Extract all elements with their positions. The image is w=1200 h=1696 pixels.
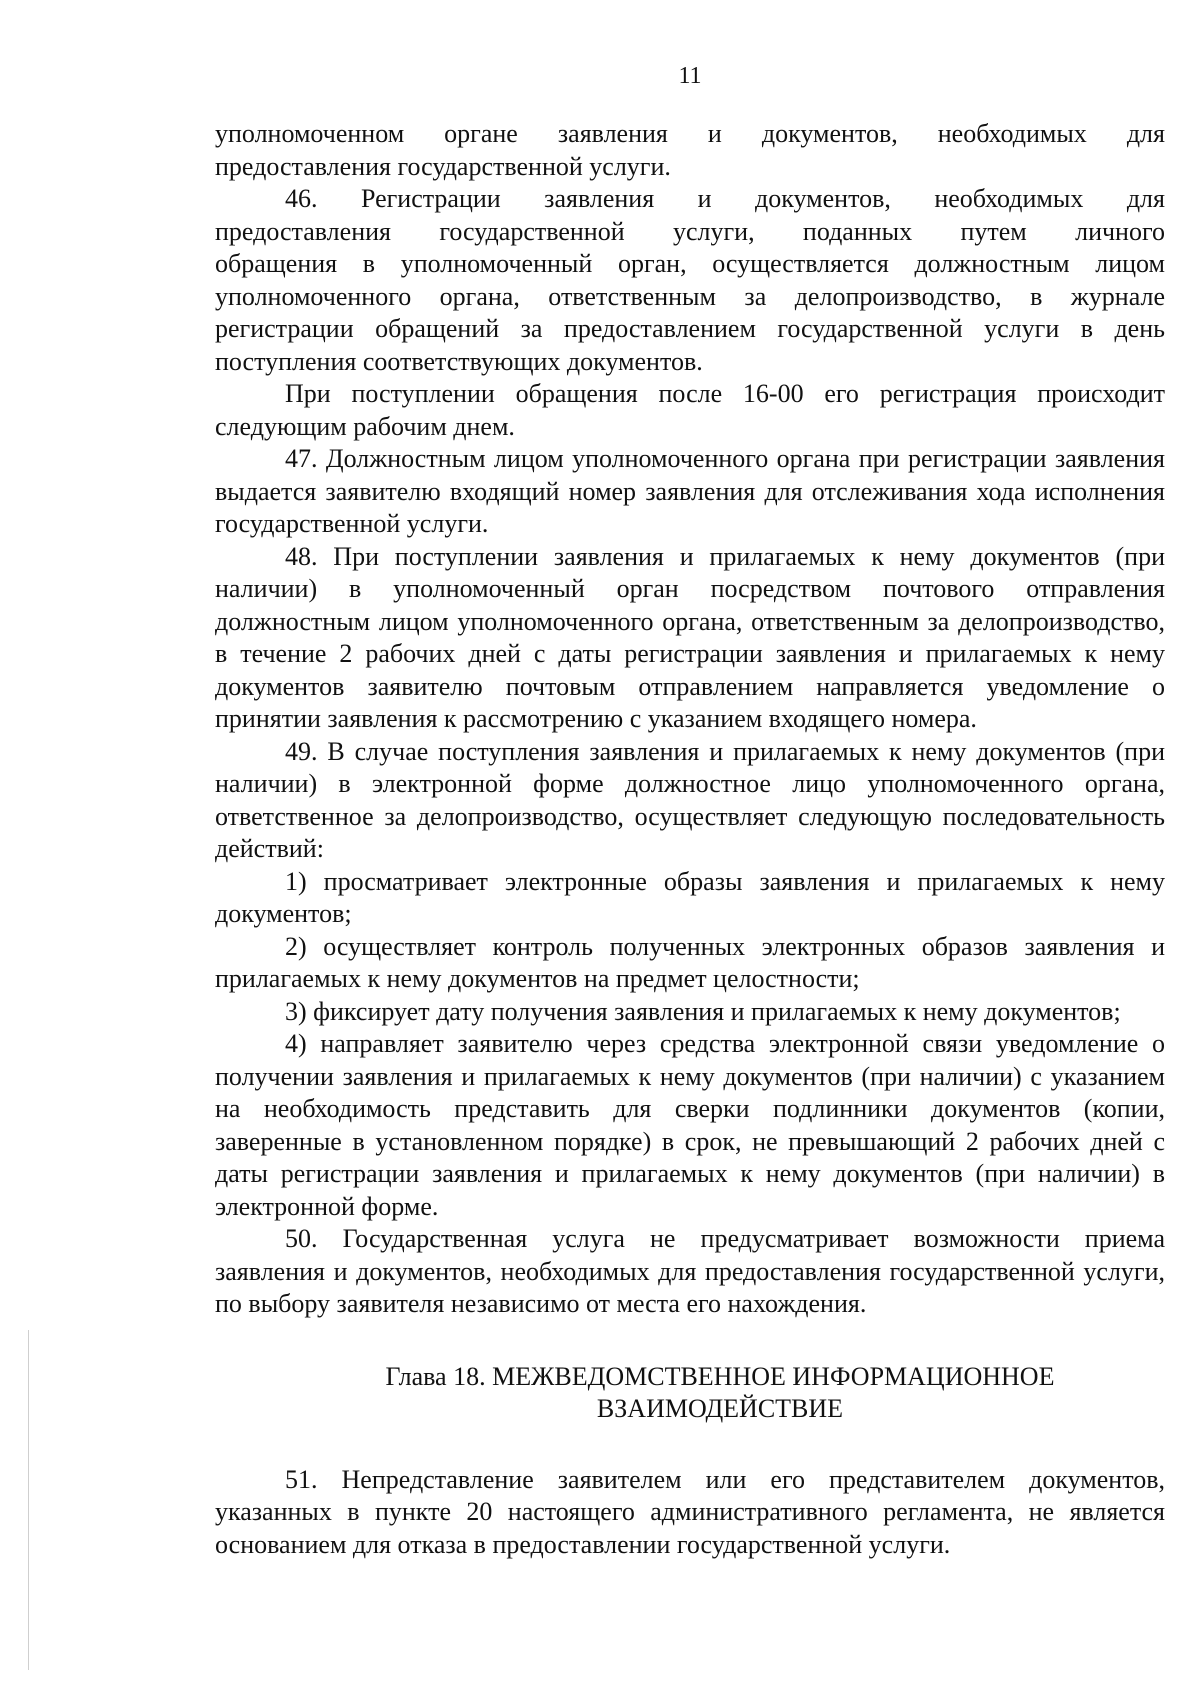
paragraph-46-registration-time: При поступлении обращения после 16-00 его регистрация происходит следующим рабочим днем. <box>215 379 1165 441</box>
paragraph-line: предоставления государственной услуги. <box>215 151 671 181</box>
chapter-heading-line: Глава 18. МЕЖВЕДОМСТВЕННОЕ ИНФОРМАЦИОННОЕ <box>385 1361 1055 1391</box>
paragraph-49: 49. В случае поступления заявления и прилагаемых к нему документов (при наличии) в электронной форме должностное лицо уполномоченного органа, ответственное за делопроизводство, осуществляет следующую последовательность действий: <box>215 736 1165 863</box>
paragraph-48: 48. При поступлении заявления и прилагаемых к нему документов (при наличии) в уполномоченный орган посредством почтового отправления должностным лицом уполномоченного органа, ответственным за делопроизводство, в течение 2 рабочих дней с даты регистрации заявления и прилагаемых к нему документов заявителю почтовым отправлением направляется уведомление о принятии заявления к рассмотрению с указанием входящего номера. <box>215 541 1165 733</box>
list-item-49-4: 4) направляет заявителю через средства электронной связи уведомление о получении заявления и прилагаемых к нему документов (при наличии) с указанием на необходимость представить для сверки подлинники документов (копии, заверенные в установленном порядке) в срок, не превышающий 2 рабочих дней с даты регистрации заявления и прилагаемых к нему документов (при наличии) в электронной форме. <box>215 1029 1165 1221</box>
paragraph-line: 46. Регистрации заявления и документов, необходимых для <box>285 184 1165 213</box>
paragraph-46 <box>215 183 1165 378</box>
paragraph-line: уполномоченном органе заявления и документов, необходимых для <box>215 119 1165 148</box>
list-item-49-2: 2) осуществляет контроль полученных электронных образов заявления и прилагаемых к нему документов на предмет целостности; <box>215 931 1165 993</box>
chapter-heading-line: ВЗАИМОДЕЙСТВИЕ <box>596 1394 844 1423</box>
scan-edge-mark <box>28 1330 29 1670</box>
paragraph-line: обращения в уполномоченный орган, осуществляется должностным лицом уполномоченного органа, ответственным за делопроизводство, в журнале регистрации обращений за предоставлением государственной услуги в день поступления соответствующих документов. <box>215 249 1165 376</box>
chapter-heading <box>215 1361 1165 1426</box>
page-number: 11 <box>678 63 702 89</box>
paragraph-50: 50. Государственная услуга не предусматривает возможности приема заявления и документов, необходимых для предоставления государственной услуги, по выбору заявителя независимо от места его нахождения. <box>215 1224 1165 1318</box>
paragraph-continuation <box>215 118 1165 183</box>
paragraph-line: предоставления государственной услуги, поданных путем личного <box>215 216 1165 246</box>
paragraph-47: 47. Должностным лицом уполномоченного органа при регистрации заявления выдается заявителю входящий номер заявления для отслеживания хода исполнения государственной услуги. <box>215 444 1165 538</box>
paragraph-51: 51. Непредставление заявителем или его представителем документов, указанных в пункте 20 настоящего административного регламента, не является основанием для отказа в предоставлении государственной услуги. <box>215 1464 1165 1559</box>
list-item-49-1: 1) просматривает электронные образы заявления и прилагаемых к нему документов; <box>215 866 1165 928</box>
document-body <box>215 118 1165 1561</box>
list-item-49-3: 3) фиксирует дату получения заявления и прилагаемых к нему документов; <box>285 996 1121 1026</box>
